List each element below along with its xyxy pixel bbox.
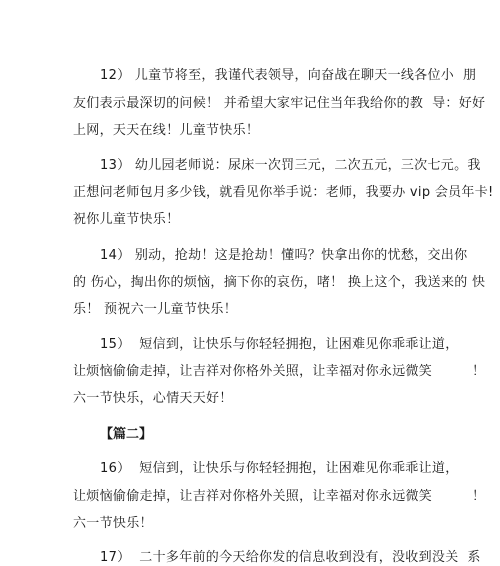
paragraph-12-line-1: 12） 儿童节将至，我谨代表领导，向奋战在聊天一线各位小 朋 [100,68,477,83]
paragraph-15-line-3: 六一节快乐，心情天天好！ [73,391,233,406]
paragraph-14-line-1: 14） 别动，抢劫！这是抢劫！懂吗？快拿出你的忧愁，交出你 [100,248,468,263]
paragraph-14-line-2: 的 伤心，掏出你的烦恼，摘下你的哀伤，啫！ 换上这个，我送来的 快 [73,275,486,290]
paragraph-12-line-2: 友们表示最深切的问候！ 并希望大家牢记住当年我给你的教 导：好好 [73,96,486,111]
paragraph-17-line-1: 17） 二十多年前的今天给你发的信息收到没有，没收到没关 系 [100,550,481,565]
paragraph-15-line-2: 让烦恼偷偷走掉，让吉祥对你格外关照，让幸福对你永远微笑 ！ [73,364,486,379]
paragraph-16-line-1: 16） 短信到，让快乐与你轻轻拥抱，让困难见你乖乖让道， [100,461,459,476]
paragraph-14-line-3: 乐！ 预祝六一儿童节快乐！ [73,302,238,317]
paragraph-13-line-1: 13） 幼儿园老师说：尿床一次罚三元，二次五元，三次七元。我 [100,158,481,173]
paragraph-12-line-3: 上网，天天在线！儿童节快乐！ [73,123,260,138]
paragraph-16-line-2: 让烦恼偷偷走掉，让吉祥对你格外关照，让幸福对你永远微笑 ！ [73,489,486,504]
section-heading: 【篇二】 [100,427,153,442]
paragraph-13-line-2: 正想问老师包月多少钱，就看见你举手说：老师，我要办 vip 会员年卡! [73,185,494,200]
paragraph-13-line-3: 祝你儿童节快乐！ [73,212,180,227]
paragraph-16-line-3: 六一节快乐！ [73,516,153,531]
paragraph-15-line-1: 15） 短信到，让快乐与你轻轻拥抱，让困难见你乖乖让道， [100,337,459,352]
